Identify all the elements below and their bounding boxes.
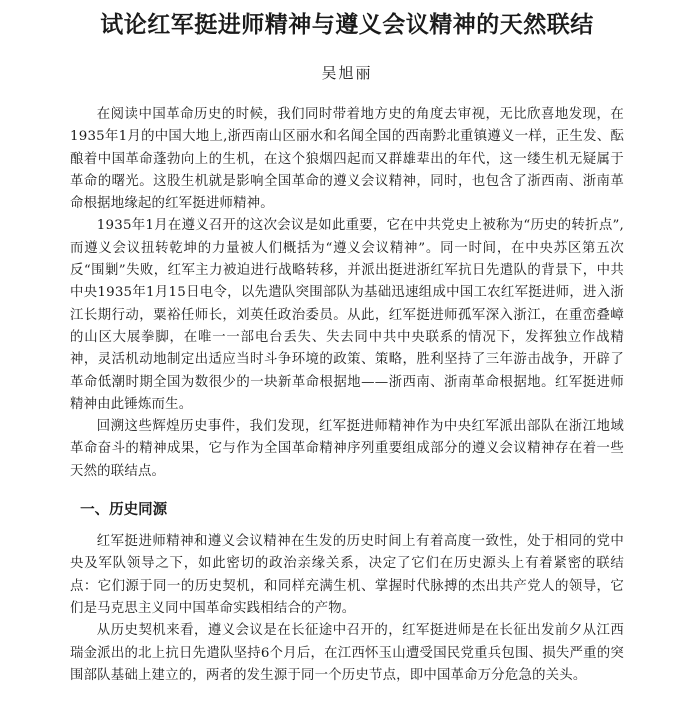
section-heading: 一、历史同源 xyxy=(80,502,168,519)
body-paragraph: 1935年1月在遵义召开的这次会议是如此重要，它在中共党史上被称为“历史的转折点”,而遵义会议扭转乾坤的力量被人们概括为“遵义会议精神”。同一时间，在中央苏区第五次反“围剿”失败，红军主力被迫进行战略转移，并派出挺进浙红军抗日先遣队的背景下，中共中央1935年1月15日电令，以先遣队突围部队为基础迅速组成中国工农红军挺进师，进入浙江长期行动，粟裕任师长，刘英任政治委员。从此，红军挺进师孤军深入浙江，在重峦叠嶂的山区大展拳脚，在唯一一部电台丢失、失去同中共中央联系的情况下，发挥独立作战精神，灵活机动地制定出适应当时斗争环境的政策、策略，胜利坚持了三年游击战争，开辟了革命低潮时期全国为数很少的一块新革命根据地——浙西南、浙南革命根据地。红军挺进师精神由此锤炼而生。 xyxy=(70,218,624,412)
section-paragraph: 红军挺进师精神和遵义会议精神在生发的历史时间上有着高度一致性，处于相同的党中央及军队领导之下，如此密切的政治亲缘关系，决定了它们在历史源头上有着紧密的联结点：它们源于同一的历史契机，和同样充满生机、掌握时代脉搏的杰出共产党人的领导，它们是马克思主义同中国革命实践相结合的产物。 xyxy=(70,534,624,616)
article-author: 吴旭丽 xyxy=(321,64,373,82)
body-paragraph: 在阅读中国革命历史的时候，我们同时带着地方史的角度去审视，无比欣喜地发现，在1935年1月的中国大地上,浙西南山区丽水和名闻全国的西南黔北重镇遵义一样，正生发、酝酿着中国革命蓬勃向上的生机，在这个狼烟四起而又群雄辈出的年代，这一缕生机无疑属于革命的曙光。这股生机就是影响全国革命的遵义会议精神，同时，也包含了浙西南、浙南革命根据地缘起的红军挺进师精神。 xyxy=(70,107,624,212)
article-title: 试论红军挺进师精神与遵义会议精神的天然联结 xyxy=(100,11,594,38)
section-paragraph: 从历史契机来看，遵义会议是在长征途中召开的，红军挺进师是在长征出发前夕从江西瑞金派出的北上抗日先遣队坚持6个月后，在江西怀玉山遭受国民党重兵包围、损失严重的突围部队基础上建立的，两者的发生源于同一个历史节点，即中国革命万分危急的关头。 xyxy=(70,623,624,683)
body-paragraph: 回溯这些辉煌历史事件，我们发现，红军挺进师精神作为中央红军派出部队在浙江地域革命奋斗的精神成果，它与作为全国革命精神序列重要组成部分的遵义会议精神存在着一些天然的联结点。 xyxy=(70,419,624,479)
